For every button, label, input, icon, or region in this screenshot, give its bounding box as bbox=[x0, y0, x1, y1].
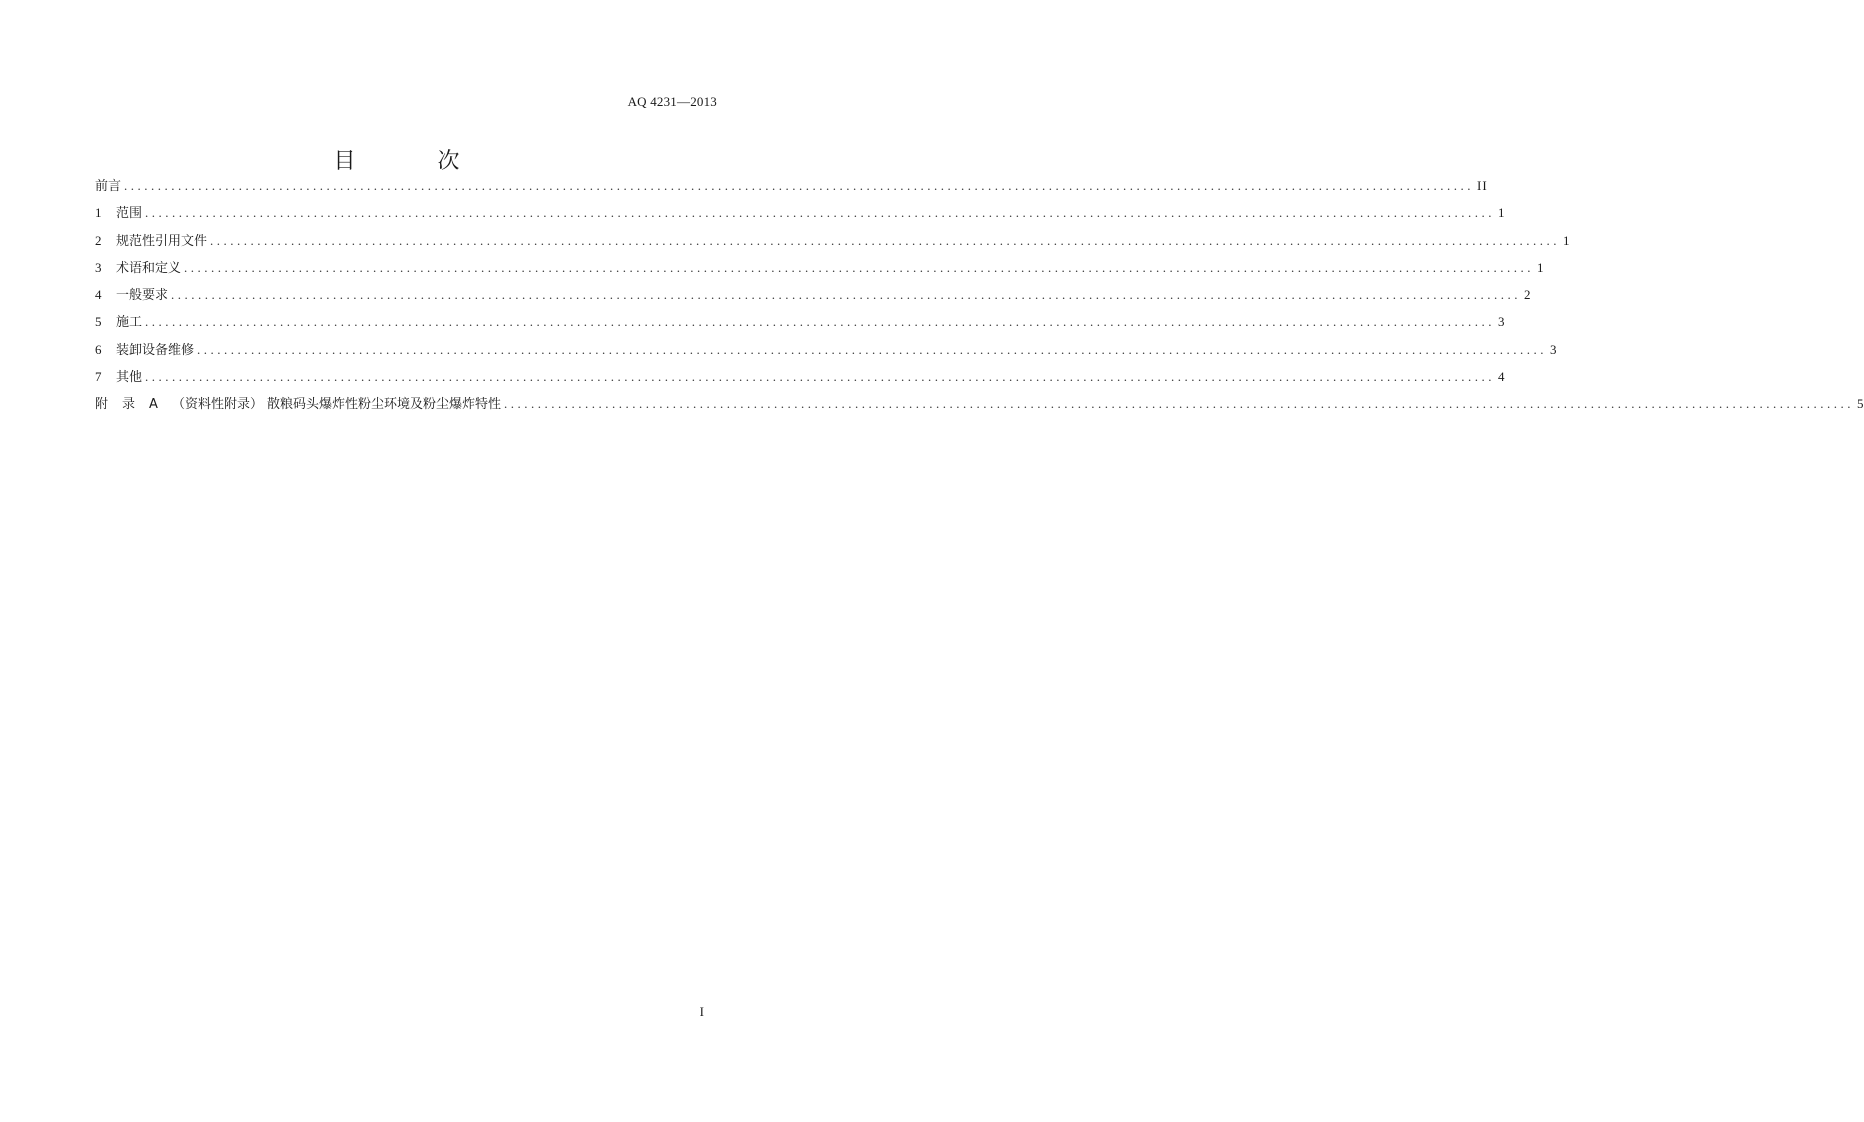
toc-entry-number: 7 bbox=[95, 369, 102, 385]
toc-entry-foreword[interactable] bbox=[95, 176, 1488, 203]
toc-entry-page: 4 bbox=[1498, 369, 1506, 385]
toc-entry-label: 前言 bbox=[95, 179, 122, 194]
toc-entry-label: 其他 bbox=[116, 370, 143, 386]
toc-entry-label: 术语和定义 bbox=[116, 260, 182, 276]
toc-entry-label: 施工 bbox=[116, 315, 143, 331]
toc-entry-construction[interactable] bbox=[95, 312, 1506, 339]
table-of-contents bbox=[95, 176, 1864, 422]
appendix-prefix-char: 录 bbox=[122, 397, 136, 413]
toc-entry-page: 1 bbox=[1498, 205, 1506, 221]
toc-entry-appendix-a[interactable] bbox=[95, 394, 1864, 421]
toc-entry-number: 1 bbox=[95, 205, 102, 221]
toc-entry-general-requirements[interactable] bbox=[95, 285, 1532, 312]
toc-entry-page: 3 bbox=[1550, 341, 1558, 357]
toc-entry-page: 1 bbox=[1563, 232, 1571, 248]
appendix-prefix-char: 附 bbox=[95, 397, 109, 413]
toc-entry-page: II bbox=[1477, 178, 1488, 193]
dot-leader: ........................................................................................................................................................................................................ bbox=[124, 178, 1475, 193]
toc-entry-others[interactable] bbox=[95, 367, 1506, 394]
page-title: 目 次 bbox=[333, 148, 490, 174]
toc-entry-normative-references[interactable] bbox=[95, 231, 1571, 258]
toc-entry-equipment-maintenance[interactable] bbox=[95, 340, 1558, 367]
toc-entry-number: 5 bbox=[95, 314, 102, 330]
appendix-letter: A bbox=[149, 397, 158, 413]
dot-leader: ........................................................................................................................................................................................................ bbox=[210, 232, 1561, 248]
dot-leader: ........................................................................................................................................................................................................ bbox=[145, 369, 1496, 385]
toc-entry-number: 4 bbox=[95, 287, 102, 303]
toc-entry-page: 5 bbox=[1856, 396, 1864, 412]
toc-entry-page: 1 bbox=[1537, 259, 1545, 275]
dot-leader: ........................................................................................................................................................................................................ bbox=[197, 341, 1548, 357]
toc-entry-scope[interactable] bbox=[95, 203, 1506, 230]
toc-entry-label: 规范性引用文件 bbox=[116, 233, 208, 249]
toc-entry-label: 一般要求 bbox=[116, 288, 169, 304]
toc-entry-page: 3 bbox=[1498, 314, 1506, 330]
toc-entry-label: 范围 bbox=[116, 206, 143, 222]
toc-entry-terms-definitions[interactable] bbox=[95, 258, 1545, 285]
dot-leader: ........................................................................................................................................................................................................ bbox=[145, 205, 1496, 221]
appendix-prefix bbox=[95, 395, 267, 415]
toc-entry-label: 装卸设备维修 bbox=[116, 342, 195, 358]
toc-entry-number: 3 bbox=[95, 259, 102, 275]
toc-entry-page: 2 bbox=[1524, 287, 1532, 303]
dot-leader: ........................................................................................................................................................................................................ bbox=[145, 314, 1496, 330]
standard-code: AQ 4231—2013 bbox=[627, 94, 717, 109]
dot-leader: ........................................................................................................................................................................................................ bbox=[184, 259, 1535, 275]
toc-entry-label: 散粮码头爆炸性粉尘环境及粉尘爆炸特性 bbox=[266, 397, 501, 413]
appendix-kind: （资料性附录） bbox=[171, 397, 263, 413]
page-number: I bbox=[699, 1004, 704, 1019]
toc-entry-number: 2 bbox=[95, 232, 102, 248]
dot-leader: ........................................................................................................................................................................................................ bbox=[171, 287, 1522, 303]
dot-leader: ........................................................................................................................................................................................................ bbox=[503, 396, 1854, 412]
toc-entry-number: 6 bbox=[95, 341, 102, 357]
